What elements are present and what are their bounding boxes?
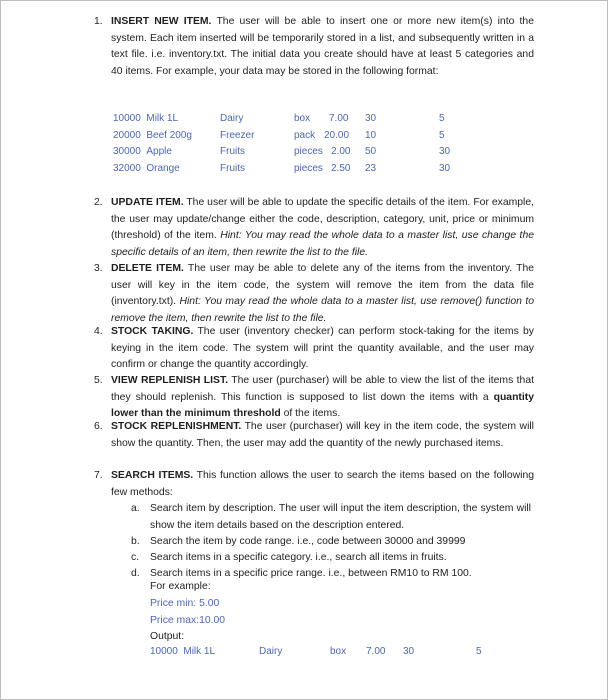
- item-text: The user will be able to update the specific details of the item. For example, the user may update/change either the code, description, category, unit, price or minimum (threshold) of the item.: [111, 197, 535, 241]
- item-text: The user (inventory checker) can perform stock-taking for the items by keying in the item code. The system will print the quantity available, and the user may confirm or change the quantity accordingly.: [111, 326, 534, 370]
- table-row: [113, 128, 473, 145]
- item-number: 3.: [94, 263, 103, 274]
- item-bold-phrase: quantity lower than the minimum threshold: [111, 391, 534, 419]
- cell-minimum: 5: [476, 646, 482, 657]
- table-row: [113, 144, 473, 161]
- cell-minimum: 5: [439, 113, 445, 124]
- item-stock-taking: [94, 324, 534, 374]
- method-text: Search items in a specific price range. i.e., between RM10 to RM 100.: [150, 568, 472, 579]
- cell-minimum: 30: [439, 162, 451, 174]
- cell-price: 2.00: [331, 146, 351, 157]
- method-text: Search the item by code range. i.e., code between 30000 and 39999: [150, 536, 466, 547]
- search-method-b: [131, 534, 531, 551]
- table-row: [113, 111, 473, 128]
- method-text: Search item by description. The user will input the item description, the system will show the item details based on the description entered.: [150, 503, 531, 531]
- method-letter: a.: [131, 503, 140, 514]
- example-price-max: Price max:10.00: [150, 615, 226, 626]
- item-text: The user will be able to insert one or more new item(s) into the system. Each item inserted will be temporarily stored in a list, and subsequently written in a text file. i.e. inventory.txt. The initial data you create should have at least 5 categories and 40 items. For example, your data may be stored in the following format:: [111, 16, 534, 77]
- example-price-min: Price min: 5.00: [150, 598, 220, 609]
- cell-quantity: 30: [365, 113, 377, 124]
- item-tail: of the items.: [280, 408, 341, 419]
- item-number: 6.: [94, 421, 103, 432]
- item-hint: Hint: You may read the whole data to a master list, use change the specific details of an item, then rewrite the list to the file.: [111, 230, 534, 258]
- item-number: 1.: [94, 16, 103, 27]
- cell-unit: box: [294, 113, 311, 124]
- item-update-item: [94, 195, 534, 261]
- cell-unit: pieces: [294, 146, 323, 157]
- sample-data-table: [113, 111, 473, 177]
- cell-unit: pieces: [294, 162, 323, 174]
- item-title: DELETE ITEM.: [111, 263, 184, 274]
- item-text: This function allows the user to search the items based on the following few methods:: [111, 470, 535, 498]
- cell-category: Fruits: [220, 162, 245, 174]
- cell-quantity: 23: [365, 162, 377, 174]
- method-letter: d.: [131, 568, 140, 579]
- cell-code-desc: 32000 Orange: [113, 162, 180, 174]
- item-stock-replenishment: [94, 419, 534, 452]
- cell-minimum: 5: [439, 129, 445, 141]
- cell-quantity: 10: [365, 129, 377, 141]
- item-text: The user (purchaser) will key in the item code, the system will show the quantity. Then, the user may add the quantity of the newly purchased items.: [111, 421, 534, 449]
- cell-quantity: 50: [365, 146, 377, 157]
- item-title: SEARCH ITEMS.: [111, 470, 194, 481]
- cell-price: 2.50: [331, 162, 351, 174]
- item-title: VIEW REPLENISH LIST.: [111, 375, 229, 386]
- search-method-a: [131, 501, 531, 534]
- example-output-row: [150, 646, 510, 662]
- item-search-items: [94, 468, 534, 501]
- cell-minimum: 30: [439, 146, 451, 157]
- cell-code-desc: 10000 Milk 1L: [150, 646, 216, 657]
- cell-code-desc: 20000 Beef 200g: [113, 129, 192, 141]
- item-number: 4.: [94, 326, 103, 337]
- cell-price: 7.00: [366, 646, 386, 657]
- cell-quantity: 30: [403, 646, 415, 657]
- cell-unit: box: [330, 646, 347, 657]
- item-number: 5.: [94, 375, 103, 386]
- example-label: For example:: [150, 581, 211, 592]
- cell-category: Dairy: [259, 646, 283, 657]
- item-delete-item: [94, 261, 534, 327]
- search-method-c: [131, 550, 531, 567]
- item-number: 7.: [94, 470, 103, 481]
- item-title: INSERT NEW ITEM.: [111, 16, 212, 27]
- cell-price: 20.00: [324, 129, 350, 141]
- cell-code-desc: 10000 Milk 1L: [113, 113, 179, 124]
- item-title: UPDATE ITEM.: [111, 197, 184, 208]
- item-insert-new-item: [94, 14, 534, 80]
- cell-price: 7.00: [329, 113, 349, 124]
- item-hint: Hint: You may read the whole data to a master list, use remove() function to remove the item, then rewrite the list to the file.: [111, 296, 534, 324]
- method-letter: c.: [131, 552, 140, 563]
- method-letter: b.: [131, 536, 140, 547]
- cell-category: Fruits: [220, 146, 245, 157]
- item-number: 2.: [94, 197, 103, 208]
- item-text: The user (purchaser) will be able to view the list of the items that they should replenish. This function is supposed to list down the items with a: [111, 375, 534, 403]
- item-title: STOCK TAKING.: [111, 326, 194, 337]
- example-output-label: Output:: [150, 631, 185, 642]
- cell-unit: pack: [294, 129, 316, 141]
- table-row: [113, 161, 473, 178]
- cell-category: Freezer: [220, 129, 255, 141]
- item-view-replenish-list: [94, 373, 534, 423]
- item-title: STOCK REPLENISHMENT.: [111, 421, 242, 432]
- cell-code-desc: 30000 Apple: [113, 146, 172, 157]
- method-text: Search items in a specific category. i.e., search all items in fruits.: [150, 552, 447, 563]
- cell-category: Dairy: [220, 113, 244, 124]
- item-text: The user may be able to delete any of the items from the inventory. The user will key in the item code, the system will remove the item from the data file (inventory.txt).: [111, 263, 534, 307]
